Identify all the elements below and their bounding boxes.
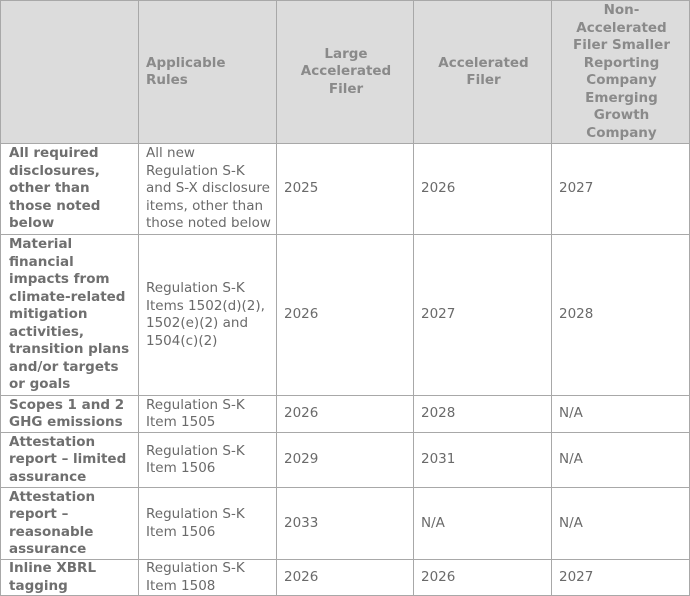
table-row (1, 235, 690, 396)
accelerated-filer-cell: N/A (414, 488, 552, 560)
header-row (1, 1, 690, 144)
table-row (1, 396, 690, 433)
header-large-accelerated-filer: Large Accelerated Filer (277, 1, 414, 144)
table-body (1, 144, 690, 596)
large-accelerated-filer-cell: 2026 (277, 560, 414, 596)
non-accelerated-filer-cell: N/A (552, 488, 690, 560)
large-accelerated-filer-cell: 2033 (277, 488, 414, 560)
accelerated-filer-cell: 2026 (414, 560, 552, 596)
applicable-rules-cell: Regulation S-K Item 1505 (139, 396, 277, 433)
non-accelerated-filer-cell: 2027 (552, 560, 690, 596)
non-accelerated-filer-cell: N/A (552, 396, 690, 433)
non-accelerated-filer-cell: N/A (552, 433, 690, 488)
row-label-cell: Attestation report – reasonable assurance (1, 488, 139, 560)
applicable-rules-cell: Regulation S-K Item 1506 (139, 488, 277, 560)
accelerated-filer-cell: 2028 (414, 396, 552, 433)
large-accelerated-filer-cell: 2025 (277, 144, 414, 235)
table-row (1, 144, 690, 235)
applicable-rules-cell: Regulation S-K Item 1506 (139, 433, 277, 488)
table-row (1, 488, 690, 560)
row-label-cell: Inline XBRL tagging (1, 560, 139, 596)
applicable-rules-cell: Regulation S-K Item 1508 (139, 560, 277, 596)
applicable-rules-cell: Regulation S-K Items 1502(d)(2), 1502(e)(2) and 1504(c)(2) (139, 235, 277, 396)
accelerated-filer-cell: 2027 (414, 235, 552, 396)
header-non-accelerated-filer: Non-Accelerated Filer Smaller Reporting Company Emerging Growth Company (552, 1, 690, 144)
non-accelerated-filer-cell: 2027 (552, 144, 690, 235)
large-accelerated-filer-cell: 2026 (277, 396, 414, 433)
table-row (1, 433, 690, 488)
row-label-cell: Scopes 1 and 2 GHG emissions (1, 396, 139, 433)
table-row (1, 560, 690, 596)
row-label-cell: Attestation report – limited assurance (1, 433, 139, 488)
accelerated-filer-cell: 2026 (414, 144, 552, 235)
header-applicable-rules: Applicable Rules (139, 1, 277, 144)
header-cell-blank (1, 1, 139, 144)
accelerated-filer-cell: 2031 (414, 433, 552, 488)
large-accelerated-filer-cell: 2026 (277, 235, 414, 396)
applicable-rules-cell: All new Regulation S-K and S-X disclosure items, other than those noted below (139, 144, 277, 235)
large-accelerated-filer-cell: 2029 (277, 433, 414, 488)
non-accelerated-filer-cell: 2028 (552, 235, 690, 396)
table-header (1, 1, 690, 144)
header-accelerated-filer: Accelerated Filer (414, 1, 552, 144)
row-label-cell: All required disclosures, other than those noted below (1, 144, 139, 235)
row-label-cell: Material financial impacts from climate-related mitigation activities, transition plans and/or targets or goals (1, 235, 139, 396)
